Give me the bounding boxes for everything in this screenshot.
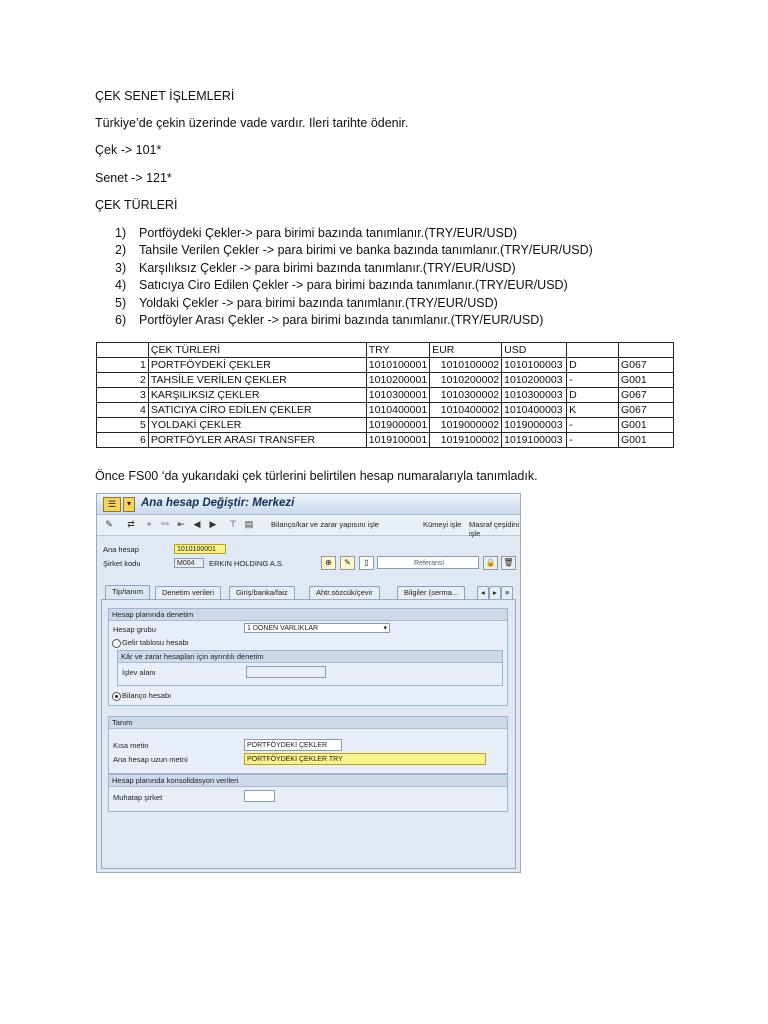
table-row <box>97 373 674 388</box>
table-cell: D <box>567 388 619 403</box>
muhatap-sirket-input[interactable] <box>244 790 275 802</box>
tab-denetim-verileri[interactable]: Denetim verileri <box>155 586 221 599</box>
display-change-icon[interactable]: ⇄ <box>127 519 135 529</box>
table-cell: PORTFÖYLER ARASI TRANSFER <box>148 433 366 448</box>
group-title: Hesap planında denetim <box>109 609 507 621</box>
list-item <box>95 260 593 277</box>
gelir-tablosu-label: Gelir tablosu hesabı <box>122 638 189 647</box>
header-cell: ÇEK TÜRLERİ <box>148 343 366 358</box>
islev-alani-label: İşlev alanı <box>122 668 156 677</box>
table-cell: 1019000002 <box>430 418 502 433</box>
list-text: Tahsile Verilen Çekler -> para birimi ve banka bazında tanımlanır.(TRY/EUR/USD) <box>139 243 593 258</box>
tab-bilgiler[interactable]: Bilgiler (serma... <box>397 586 465 599</box>
delete-icon[interactable]: 🗑 <box>501 556 516 570</box>
header-cell <box>619 343 674 358</box>
tab-panel <box>101 599 516 869</box>
bilanco-hesabi-radio[interactable] <box>112 692 121 701</box>
check-types-table <box>96 342 674 448</box>
kisa-metin-input[interactable]: PORTFÖYDEKİ ÇEKLER <box>244 739 342 751</box>
table-cell: 1019000003 <box>502 418 567 433</box>
list-number: 2) <box>115 243 127 258</box>
table-cell: 1019100001 <box>366 433 429 448</box>
table-cell: 1010300002 <box>430 388 502 403</box>
group-konsolidasyon <box>108 774 508 812</box>
pencil-icon[interactable]: ✎ <box>340 556 355 570</box>
types-heading: ÇEK TÜRLERİ <box>95 198 178 212</box>
group-kar-zarar <box>117 650 503 686</box>
table-cell: 4 <box>97 403 149 418</box>
table-cell: 1010200001 <box>366 373 429 388</box>
table-cell: 1010300003 <box>502 388 567 403</box>
header-cell <box>567 343 619 358</box>
table-cell: 1010200003 <box>502 373 567 388</box>
table-cell: - <box>567 373 619 388</box>
table-cell: G001 <box>619 433 674 448</box>
with-template-icon[interactable]: ⊕ <box>321 556 336 570</box>
tab-list-icon[interactable]: ≡ <box>501 586 513 599</box>
sap-title-bar <box>97 494 520 515</box>
bilanco-hesabi-label: Bilanço hesabı <box>122 691 172 700</box>
intro-text: Türkiye’de çekin üzerinde vade vardır. Ileri tarihte ödenir. <box>95 116 409 130</box>
senet-account: Senet -> 121* <box>95 171 172 185</box>
table-cell: G067 <box>619 403 674 418</box>
list-number: 3) <box>115 260 127 275</box>
header-cell: USD <box>502 343 567 358</box>
filter-icon[interactable]: ⊤ <box>229 519 237 529</box>
link-off-icon[interactable]: ⚯ <box>161 519 169 529</box>
header-cell: TRY <box>366 343 429 358</box>
list-item <box>95 277 593 294</box>
page-icon[interactable]: ▯ <box>359 556 374 570</box>
table-cell: G001 <box>619 418 674 433</box>
table-cell: 1010400002 <box>430 403 502 418</box>
sap-window <box>96 493 521 873</box>
hesap-grubu-label: Hesap grubu <box>113 625 156 634</box>
sap-toolbar <box>97 515 520 536</box>
table-header-row <box>97 343 674 358</box>
list-number: 1) <box>115 226 127 240</box>
document-icon[interactable]: ▤ <box>244 519 254 529</box>
chevron-down-icon: ▾ <box>383 625 387 632</box>
list-item <box>95 242 593 259</box>
hesap-grubu-value: 1 DONEN VARLIKLAR <box>247 625 319 632</box>
table-cell: 1010200002 <box>430 373 502 388</box>
doc-title: ÇEK SENET İŞLEMLERİ <box>95 89 235 103</box>
table-cell: PORTFÖYDEKİ ÇEKLER <box>148 358 366 373</box>
table-cell: 1019100002 <box>430 433 502 448</box>
tab-scroll-right-icon[interactable]: ▸ <box>489 586 501 599</box>
muhatap-sirket-label: Muhatap şirket <box>113 793 163 802</box>
tab-giris-banka-faiz[interactable]: Giriş/banka/faiz <box>229 586 295 599</box>
after-table-text: Önce FS00 ‘da yukarıdaki çek türlerini belirtilen hesap numaralarıyla tanımladık. <box>95 469 538 483</box>
reference-button[interactable]: Referansl <box>377 556 479 569</box>
group-title: Hesap planında konsolidasyon verileri <box>109 775 507 787</box>
table-cell: 1010100001 <box>366 358 429 373</box>
sirket-kodu-input[interactable]: M004 <box>174 558 204 568</box>
previous-icon[interactable]: ◀ <box>193 519 201 529</box>
link-icon[interactable]: ⚭ <box>145 519 153 529</box>
islev-alani-input[interactable] <box>246 666 326 678</box>
kisa-metin-label: Kısa metin <box>113 741 149 750</box>
dropdown-icon[interactable]: ▾ <box>123 497 135 512</box>
group-title: Tanım <box>109 717 507 729</box>
group-tanim <box>108 716 508 774</box>
list-text: Portföydeki Çekler-> para birimi bazında tanımlanır.(TRY/EUR/USD) <box>139 226 518 240</box>
table-cell: - <box>567 433 619 448</box>
hesap-grubu-select[interactable] <box>244 623 390 633</box>
table-cell: 1010300001 <box>366 388 429 403</box>
table-cell: TAHSİLE VERİLEN ÇEKLER <box>148 373 366 388</box>
list-number: 5) <box>115 295 127 310</box>
tab-ahtr-sozcuk[interactable]: Ahtr.sözcük/çevir <box>309 586 380 599</box>
table-cell: 1010400003 <box>502 403 567 418</box>
list-text: Satıcıya Ciro Edilen Çekler -> para birimi bazında tanımlanır.(TRY/EUR/USD) <box>139 278 568 293</box>
table-cell: 5 <box>97 418 149 433</box>
table-row <box>97 358 674 373</box>
tab-tip-tanim[interactable]: Tip/tanım <box>105 585 150 600</box>
table-cell: G067 <box>619 388 674 403</box>
table-cell: 1010400001 <box>366 403 429 418</box>
table-cell: G067 <box>619 358 674 373</box>
table-cell: 3 <box>97 388 149 403</box>
table-cell: SATICIYA CİRO EDİLEN ÇEKLER <box>148 403 366 418</box>
table-cell: 2 <box>97 373 149 388</box>
table-cell: 1019100003 <box>502 433 567 448</box>
list-item <box>95 312 593 329</box>
ana-hesap-label: Ana hesap <box>103 545 139 554</box>
sirket-kodu-label: Şirket kodu <box>103 559 141 568</box>
table-cell: 1010100002 <box>430 358 502 373</box>
toolbar-kumeyi-button[interactable]: Kümeyi işle <box>423 520 462 529</box>
edit-icon[interactable]: ✎ <box>105 519 113 529</box>
table-row <box>97 418 674 433</box>
gelir-tablosu-radio[interactable] <box>112 639 121 648</box>
lock-icon[interactable]: 🔒 <box>483 556 498 570</box>
table-cell: - <box>567 418 619 433</box>
table-row <box>97 388 674 403</box>
check-types-list <box>95 225 593 329</box>
list-item <box>95 225 593 242</box>
list-number: 6) <box>115 312 127 327</box>
header-cell <box>97 343 149 358</box>
group-title: Kâr ve zarar hesapları için ayrıntılı denetim <box>118 651 502 663</box>
list-text: Portföyler Arası Çekler -> para birimi bazında tanımlanır.(TRY/EUR/USD) <box>139 312 544 327</box>
table-cell: 1010100003 <box>502 358 567 373</box>
header-cell: EUR <box>430 343 502 358</box>
ana-hesap-input[interactable]: 1010100001 <box>174 544 226 554</box>
list-text: Karşılıksız Çekler -> para birimi bazında tanımlanır.(TRY/EUR/USD) <box>139 260 516 275</box>
first-icon[interactable]: ⇤ <box>177 519 185 529</box>
list-number: 4) <box>115 278 127 293</box>
list-text: Yoldaki Çekler -> para birimi bazında tanımlanır.(TRY/EUR/USD) <box>139 295 498 310</box>
sirket-name: ERKIN HOLDING A.S. <box>209 559 285 568</box>
sap-menu-icon[interactable]: ☰ <box>103 497 121 512</box>
next-icon[interactable]: ▶ <box>209 519 217 529</box>
table-cell: K <box>567 403 619 418</box>
cek-account: Çek -> 101* <box>95 143 162 157</box>
toolbar-bilanco-button[interactable]: Bilanço/kar ve zarar yapısını işle <box>271 520 379 529</box>
group-hesap-planinda-denetim <box>108 608 508 706</box>
uzun-metin-label: Ana hesap uzun metni <box>113 755 188 764</box>
table-cell: 1019000001 <box>366 418 429 433</box>
tab-scroll-left-icon[interactable]: ◂ <box>477 586 489 599</box>
list-item <box>95 295 593 312</box>
uzun-metin-input[interactable]: PORTFÖYDEKİ ÇEKLER TRY <box>244 753 486 765</box>
table-cell: G001 <box>619 373 674 388</box>
toolbar-masraf-button[interactable]: Masraf çeşidini işle <box>469 520 520 538</box>
table-cell: D <box>567 358 619 373</box>
table-cell: 1 <box>97 358 149 373</box>
table-cell: 6 <box>97 433 149 448</box>
table-row <box>97 403 674 418</box>
window-title: Ana hesap Değiştir: Merkezi <box>141 497 295 509</box>
table-cell: YOLDAKİ ÇEKLER <box>148 418 366 433</box>
table-row <box>97 433 674 448</box>
table-cell: KARŞILIKSIZ ÇEKLER <box>148 388 366 403</box>
